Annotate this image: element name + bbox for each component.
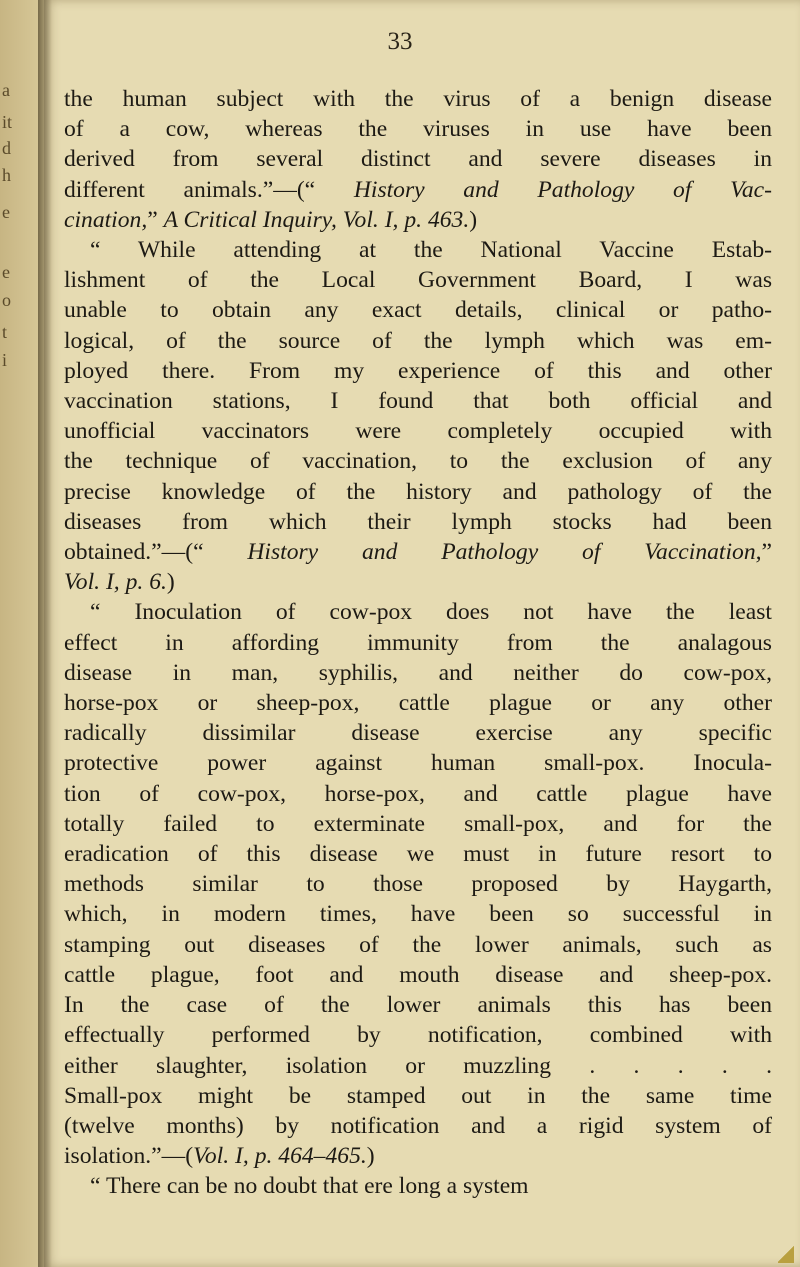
text-line: [64, 477, 772, 507]
text-line: [64, 265, 772, 295]
gutter-shadow: [38, 0, 52, 1267]
text-segment: diseases from which their lymph stocks had been: [64, 508, 772, 535]
text-line: [64, 84, 772, 114]
text-line: [64, 1020, 772, 1050]
text-segment: totally failed to exterminate small-pox, and for the: [64, 810, 772, 837]
text-line: [64, 899, 772, 929]
text-segment: “ Inoculation of cow-pox does not have the least: [90, 599, 772, 626]
text-segment: lishment of the Local Government Board, I was: [64, 267, 772, 294]
text-segment: ”: [761, 539, 772, 566]
text-line: [64, 628, 772, 658]
text-line: [64, 748, 772, 778]
text-segment: effect in affording immunity from the analagous: [64, 629, 772, 656]
text-line: [64, 507, 772, 537]
text-line: [64, 1081, 772, 1111]
text-segment: (twelve months) by notification and a rigid system of: [64, 1112, 772, 1139]
text-segment: either slaughter, isolation or muzzling . . . . .: [64, 1052, 772, 1079]
text-segment: vaccination stations, I found that both official and: [64, 388, 772, 415]
italic-citation: Vol. I, p. 464–465.: [193, 1143, 367, 1170]
italic-citation: History and Pathology of Vaccination,: [247, 539, 762, 566]
facing-page-letter: h: [2, 165, 11, 185]
text-line: [64, 597, 772, 627]
italic-citation: A Critical Inquiry, Vol. I, p. 463.: [163, 206, 470, 233]
text-segment: radically dissimilar disease exercise any specific: [64, 720, 772, 747]
text-segment: “ While attending at the National Vaccine Estab-: [90, 237, 772, 264]
text-segment: obtained.”—(“: [64, 539, 248, 566]
text-segment: eradication of this disease we must in future resort to: [64, 841, 772, 868]
text-segment: derived from several distinct and severe diseases in: [64, 146, 772, 173]
text-segment: the technique of vaccination, to the exclusion of any: [64, 448, 772, 475]
text-line: [64, 386, 772, 416]
text-line: [64, 809, 772, 839]
italic-citation: History and Pathology of Vac-: [353, 176, 772, 203]
text-line: [64, 688, 772, 718]
facing-page-letter: d: [2, 138, 11, 158]
text-line: [64, 930, 772, 960]
text-line: [64, 869, 772, 899]
facing-page-letter: o: [2, 290, 11, 310]
text-segment: ”: [147, 206, 164, 233]
text-segment: horse-pox or sheep-pox, cattle plague or any other: [64, 690, 772, 717]
text-segment: ): [469, 206, 478, 233]
text-segment: cattle plague, foot and mouth disease and sheep-pox.: [64, 961, 772, 988]
text-segment: tion of cow-pox, horse-pox, and cattle plague have: [64, 780, 772, 807]
page-number: 33: [387, 28, 413, 55]
text-segment: ployed there. From my experience of this and other: [64, 357, 772, 384]
italic-citation: cination,: [64, 206, 148, 233]
text-line: [64, 1111, 772, 1141]
facing-page-letter: t: [2, 322, 8, 342]
text-line: [64, 1141, 772, 1171]
italic-citation: Vol. I, p. 6.: [64, 569, 167, 596]
text-line: [64, 990, 772, 1020]
text-line: [64, 356, 772, 386]
text-line: [64, 416, 772, 446]
facing-page-letter: e: [2, 202, 10, 222]
text-line: [64, 960, 772, 990]
text-segment: precise knowledge of the history and pathology of the: [64, 478, 772, 505]
text-segment: methods similar to those proposed by Haygarth,: [64, 871, 772, 898]
text-segment: In the case of the lower animals this has been: [64, 992, 772, 1019]
body-text: [64, 84, 772, 1202]
text-line: [64, 839, 772, 869]
text-segment: of a cow, whereas the viruses in use have been: [64, 116, 772, 143]
corner-mark: [778, 1245, 794, 1263]
text-segment: stamping out diseases of the lower animals, such as: [64, 931, 772, 958]
text-line: [64, 175, 772, 205]
text-segment: the human subject with the virus of a benign disease: [64, 86, 772, 112]
text-line: [64, 537, 772, 567]
text-segment: unofficial vaccinators were completely occupied with: [64, 418, 772, 445]
text-line: [64, 658, 772, 688]
text-segment: isolation.”—(: [64, 1143, 194, 1170]
text-segment: ): [166, 569, 175, 596]
text-segment: protective power against human small-pox. Inocula-: [64, 750, 772, 777]
text-line: [64, 446, 772, 476]
text-segment: ): [366, 1143, 375, 1170]
text-line: [64, 144, 772, 174]
facing-page-letter: i: [2, 350, 8, 370]
text-line: [64, 235, 772, 265]
text-segment: disease in man, syphilis, and neither do cow-pox,: [64, 659, 772, 686]
text-line: [64, 326, 772, 356]
text-segment: which, in modern times, have been so successful in: [64, 901, 772, 928]
facing-page-letter: e: [2, 262, 10, 282]
text-line: [64, 1171, 772, 1201]
text-line: [64, 205, 772, 235]
text-line: [64, 295, 772, 325]
facing-page-letter: a: [2, 80, 10, 100]
facing-page-letter: it: [2, 112, 13, 132]
text-line: [64, 779, 772, 809]
text-segment: different animals.”—(“: [64, 176, 354, 203]
text-segment: unable to obtain any exact details, clinical or patho-: [64, 297, 772, 324]
text-segment: “ There can be no doubt that ere long a system: [90, 1173, 529, 1200]
text-segment: Small-pox might be stamped out in the same time: [64, 1082, 772, 1109]
text-line: [64, 567, 772, 597]
text-line: [64, 1051, 772, 1081]
text-segment: effectually performed by notification, combined with: [64, 1022, 772, 1049]
text-line: [64, 718, 772, 748]
text-segment: logical, of the source of the lymph which was em-: [64, 327, 772, 354]
text-line: [64, 114, 772, 144]
